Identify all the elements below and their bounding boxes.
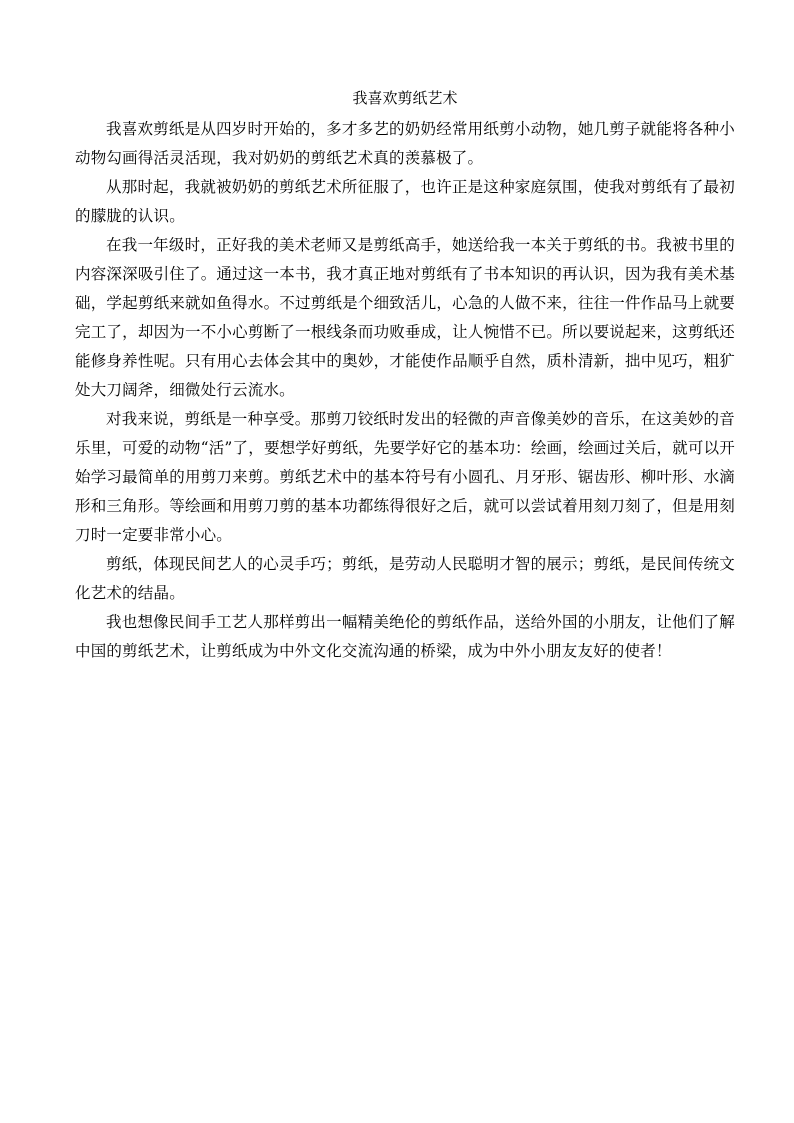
document-title: 我喜欢剪纸艺术 <box>352 89 458 107</box>
document-page <box>75 88 735 666</box>
paragraph-4: 对我来说，剪纸是一种享受。那剪刀铰纸时发出的轻微的声音像美妙的音乐，在这美妙的音乐里，可爱的动物“活”了，要想学好剪纸，先要学好它的基本功：绘画，绘画过关后，就可以开始学习最简单的用剪刀来剪。剪纸艺术中的基本符号有小圆孔、月牙形、锯齿形、柳叶形、水滴形和三角形。等绘画和用剪刀剪的基本功都练得很好之后，就可以尝试着用刻刀刻了，但是用刻刀时一定要非常小心。 <box>75 410 735 544</box>
paragraph-5: 剪纸，体现民间艺人的心灵手巧；剪纸，是劳动人民聪明才智的展示；剪纸，是民间传统文化艺术的结晶。 <box>75 555 735 602</box>
paragraph-6: 我也想像民间手工艺人那样剪出一幅精美绝伦的剪纸作品，送给外国的小朋友，让他们了解中国的剪纸艺术，让剪纸成为中外文化交流沟通的桥梁，成为中外小朋友友好的使者！ <box>75 613 735 660</box>
paragraph-1: 我喜欢剪纸是从四岁时开始的，多才多艺的奶奶经常用纸剪小动物，她几剪子就能将各种小动物勾画得活灵活现，我对奶奶的剪纸艺术真的羡慕极了。 <box>75 120 735 167</box>
paragraph-2: 从那时起，我就被奶奶的剪纸艺术所征服了，也许正是这种家庭氛围，使我对剪纸有了最初的朦胧的认识。 <box>75 178 735 225</box>
paragraph-3: 在我一年级时，正好我的美术老师又是剪纸高手，她送给我一本关于剪纸的书。我被书里的内容深深吸引住了。通过这一本书，我才真正地对剪纸有了书本知识的再认识，因为我有美术基础，学起剪纸来就如鱼得水。不过剪纸是个细致活儿，心急的人做不来，往往一件作品马上就要完工了，却因为一不小心剪断了一根线条而功败垂成，让人惋惜不已。所以要说起来，这剪纸还能修身养性呢。只有用心去体会其中的奥妙，才能使作品顺乎自然，质朴清新，拙中见巧，粗犷处大刀阔斧，细微处行云流水。 <box>75 236 735 399</box>
